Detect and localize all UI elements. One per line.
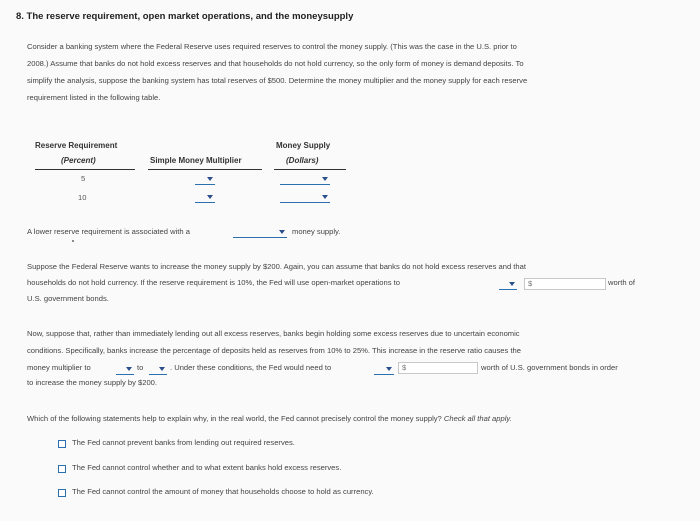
part3-line-1: Now, suppose that, rather than immediately lending out all excess reserves, banks begin holding some excess reserves due to uncertain economic [27, 329, 520, 338]
intro-line: simplify the analysis, suppose the banking system has total reserves of $500. Determine the money multiplier and the money supply for each reserve [27, 76, 528, 85]
lower-reserve-dropdown[interactable] [233, 229, 287, 238]
chevron-down-icon [279, 230, 285, 234]
lower-reserve-suffix: money supply. [292, 227, 341, 236]
part4-question [27, 414, 512, 423]
part2-worth-of: worth of [608, 278, 636, 287]
header-multiplier: Simple Money Multiplier [150, 156, 242, 165]
chevron-down-icon [322, 195, 328, 199]
option-checkbox-2[interactable] [58, 465, 66, 473]
part3-line-2: conditions. Specifically, banks increase the percentage of deposits held as reserves from 10% to 25%. This increase in the reserve ratio causes the [27, 346, 521, 355]
header-dollars: (Dollars) [286, 156, 319, 165]
chevron-down-icon [207, 177, 213, 181]
chevron-down-icon [509, 282, 515, 286]
fed-action-dropdown[interactable] [374, 366, 394, 375]
table-header-rule [148, 169, 262, 170]
chevron-down-icon [126, 367, 132, 371]
header-percent: (Percent) [61, 156, 96, 165]
multiplier-to-dropdown[interactable] [149, 366, 167, 375]
row-requirement-5: 5 [81, 174, 86, 183]
part4-instruction: Check all that apply. [443, 414, 512, 423]
header-reserve-requirement: Reserve Requirement [35, 141, 118, 150]
option-checkbox-3[interactable] [58, 489, 66, 497]
chevron-down-icon [386, 367, 392, 371]
lower-reserve-text: A lower reserve requirement is associated with a [27, 227, 190, 236]
table-header-rule [274, 169, 346, 170]
money-supply-dropdown-10[interactable] [280, 194, 330, 203]
bond-amount-input[interactable]: $ [524, 278, 606, 290]
part2-line-3: U.S. government bonds. [27, 294, 109, 303]
intro-paragraph [27, 38, 667, 106]
intro-line: Consider a banking system where the Federal Reserve uses required reserves to control the money supply. (This was the case in the U.S. prior to [27, 42, 517, 51]
decorative-dot [72, 240, 74, 242]
multiplier-dropdown-5[interactable] [195, 176, 215, 185]
chevron-down-icon [322, 177, 328, 181]
option-label-2[interactable]: The Fed cannot control whether and to what extent banks hold excess reserves. [72, 463, 342, 472]
part3-under-text: . Under these conditions, the Fed would need to [170, 363, 332, 372]
chevron-down-icon [207, 195, 213, 199]
question-title: 8. The reserve requirement, open market operations, and the moneysupply [16, 11, 354, 22]
part2-line-2: households do not hold currency. If the reserve requirement is 10%, the Fed will use open-market operations to [27, 278, 400, 287]
part4-question-text: Which of the following statements help to explain why, in the real world, the Fed cannot precisely control the money supply? [27, 414, 442, 423]
table-header-rule [35, 169, 135, 170]
multiplier-dropdown-10[interactable] [195, 194, 215, 203]
option-checkbox-1[interactable] [58, 440, 66, 448]
multiplier-from-dropdown[interactable] [116, 366, 134, 375]
part2-line-1: Suppose the Federal Reserve wants to increase the money supply by $200. Again, you can assume that banks do not hold excess reserves and that [27, 262, 526, 271]
intro-line: 2008.) Assume that banks do not hold excess reserves and that households do not hold currency, so the only form of money is demand deposits. To [27, 59, 524, 68]
part3-to-word: to [137, 363, 144, 372]
open-market-action-dropdown[interactable] [499, 281, 517, 290]
option-label-1[interactable]: The Fed cannot prevent banks from lending out required reserves. [72, 438, 295, 447]
part3-worth-of: worth of U.S. government bonds in order [481, 363, 618, 372]
bond-amount-input-2[interactable]: $ [398, 362, 478, 374]
header-money-supply: Money Supply [276, 141, 331, 150]
option-label-3[interactable]: The Fed cannot control the amount of money that households choose to hold as currency. [72, 487, 374, 496]
part3-line-3: to increase the money supply by $200. [27, 378, 158, 387]
money-supply-dropdown-5[interactable] [280, 176, 330, 185]
row-requirement-10: 10 [78, 193, 87, 202]
chevron-down-icon [159, 367, 165, 371]
part3-multiplier-prefix: money multiplier to [27, 363, 91, 372]
intro-line: requirement listed in the following table. [27, 93, 161, 102]
